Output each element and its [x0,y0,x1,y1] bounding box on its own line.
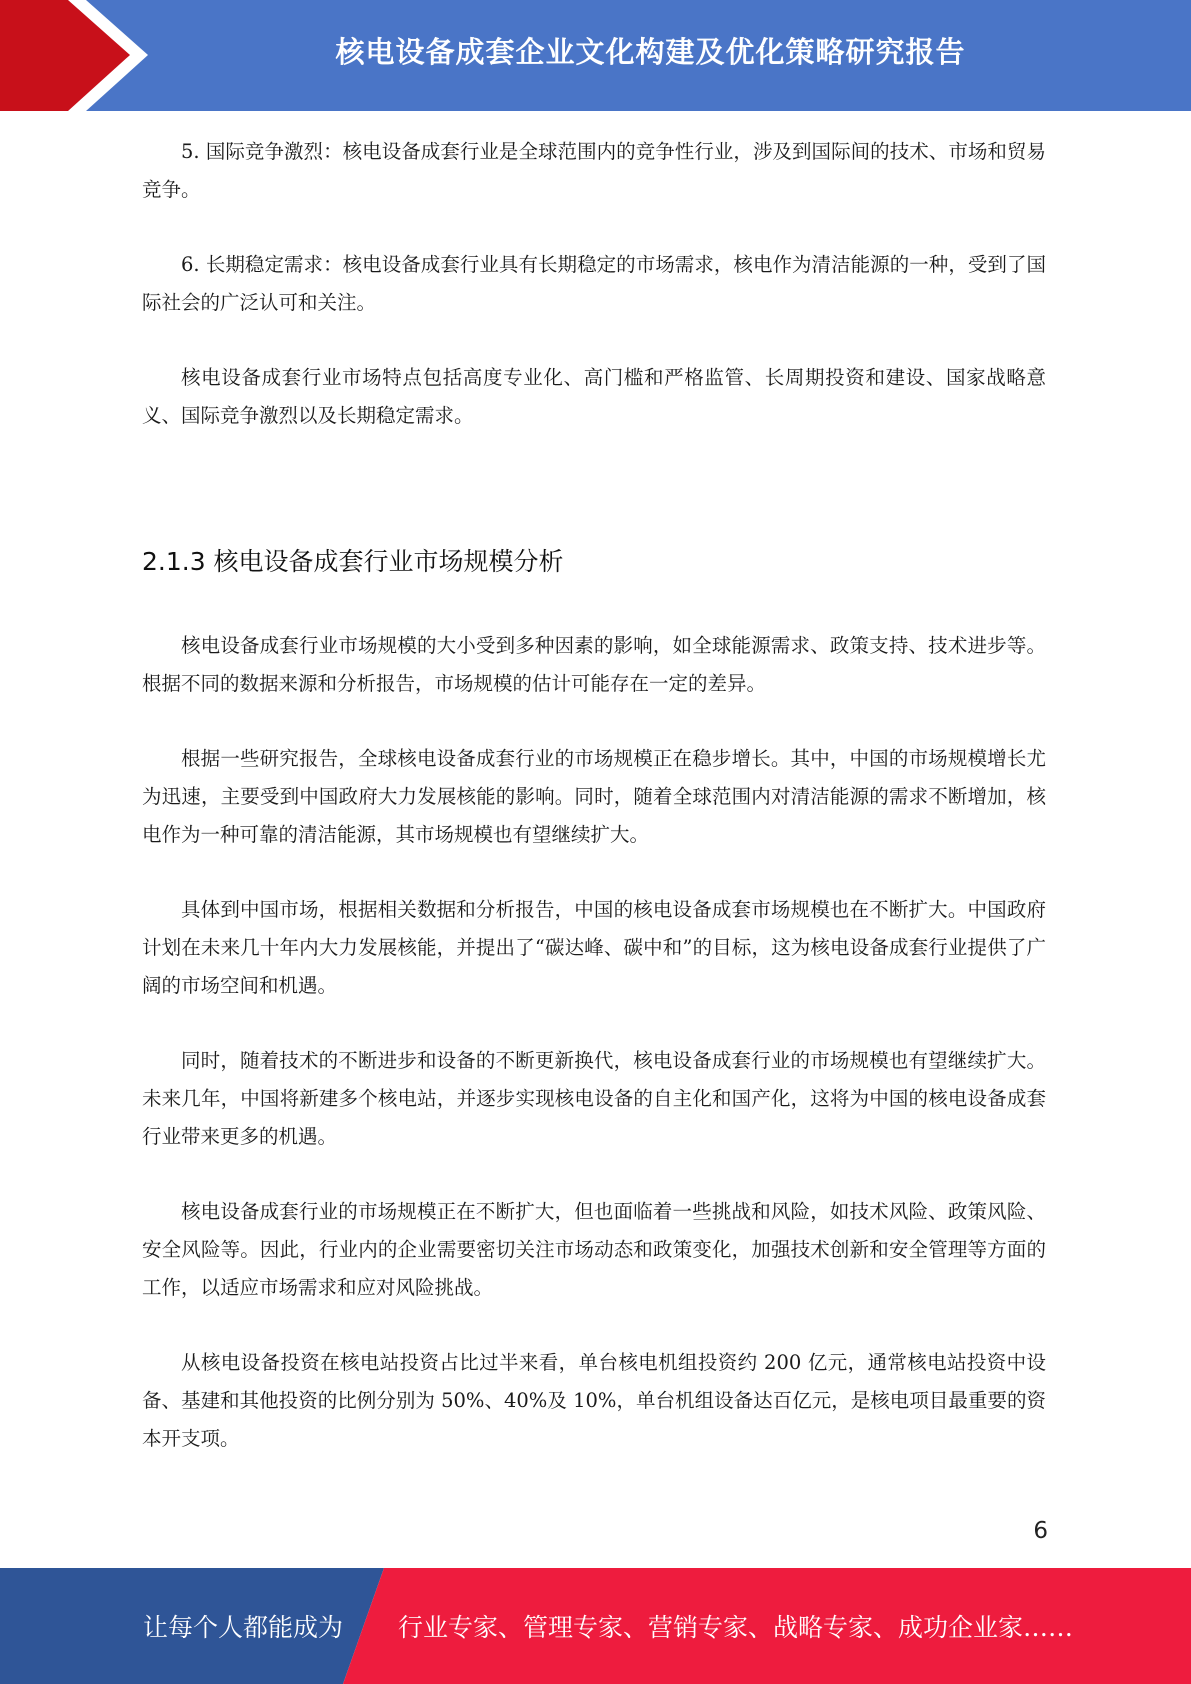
section-paragraph: 根据一些研究报告，全球核电设备成套行业的市场规模正在稳步增长。其中，中国的市场规模增长尤为迅速，主要受到中国政府大力发展核能的影响。同时，随着全球范围内对清洁能源的需求不断增加，核电作为一种可靠的清洁能源，其市场规模也有望继续扩大。 [142,747,1046,846]
footer-slogan-right: 行业专家、管理专家、营销专家、战略专家、成功企业家…… [398,1613,1074,1642]
paragraph-item-6: 6. 长期稳定需求：核电设备成套行业具有长期稳定的市场需求，核电作为清洁能源的一种，受到了国际社会的广泛认可和关注。 [142,253,1046,314]
section-paragraph: 同时，随着技术的不断进步和设备的不断更新换代，核电设备成套行业的市场规模也有望继续扩大。未来几年，中国将新建多个核电站，并逐步实现核电设备的自主化和国产化，这将为中国的核电设备成套行业带来更多的机遇。 [142,1049,1046,1148]
footer-slogan-left: 让每个人都能成为 [143,1613,344,1642]
section-paragraph: 从核电设备投资在核电站投资占比过半来看，单台核电机组投资约 200 亿元，通常核电站投资中设备、基建和其他投资的比例分别为 50%、40%及 10%，单台机组设备达百亿元，是核电项目最重要的资本开支项。 [142,1351,1046,1450]
document-title: 核电设备成套企业文化构建及优化策略研究报告 [335,34,966,69]
paragraph-summary: 核电设备成套行业市场特点包括高度专业化、高门槛和严格监管、长周期投资和建设、国家战略意义、国际竞争激烈以及长期稳定需求。 [142,366,1046,427]
section-paragraph: 核电设备成套行业的市场规模正在不断扩大，但也面临着一些挑战和风险，如技术风险、政策风险、安全风险等。因此，行业内的企业需要密切关注市场动态和政策变化，加强技术创新和安全管理等方面的工作，以适应市场需求和应对风险挑战。 [142,1200,1046,1299]
page-number: 6 [1033,1518,1048,1544]
section-heading: 2.1.3 核电设备成套行业市场规模分析 [142,547,564,576]
section-paragraph: 具体到中国市场，根据相关数据和分析报告，中国的核电设备成套市场规模也在不断扩大。中国政府计划在未来几十年内大力发展核能，并提出了“碳达峰、碳中和”的目标，这为核电设备成套行业提供了广阔的市场空间和机遇。 [142,898,1046,997]
page-footer [0,1568,1191,1684]
document-body [142,133,1046,1458]
section-paragraph: 核电设备成套行业市场规模的大小受到多种因素的影响，如全球能源需求、政策支持、技术进步等。根据不同的数据来源和分析报告，市场规模的估计可能存在一定的差异。 [142,634,1046,695]
page-header [0,0,1191,111]
paragraph-item-5: 5. 国际竞争激烈：核电设备成套行业是全球范围内的竞争性行业，涉及到国际间的技术、市场和贸易竞争。 [142,140,1046,201]
